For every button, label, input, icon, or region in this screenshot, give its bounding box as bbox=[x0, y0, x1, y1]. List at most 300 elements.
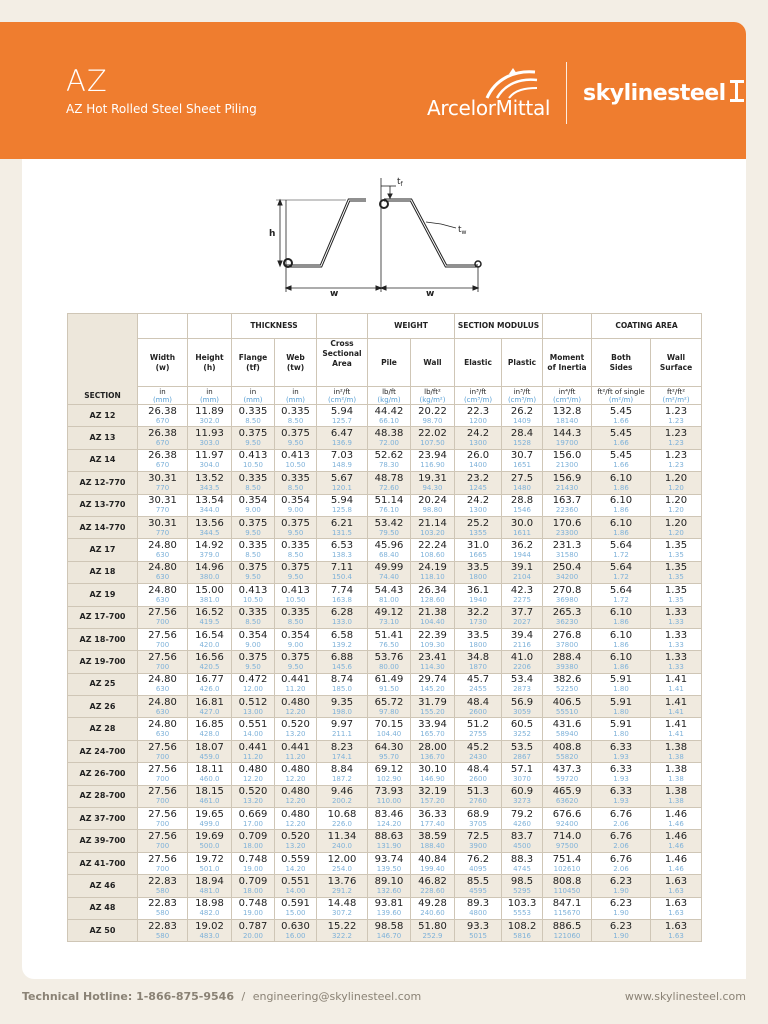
unit-cell bbox=[651, 387, 702, 405]
value-imperial: 12.00 bbox=[327, 853, 357, 865]
table-row bbox=[68, 494, 702, 516]
value-metric: 145.20 bbox=[420, 685, 445, 694]
value-metric: 1.23 bbox=[668, 461, 684, 470]
value-imperial: 18.94 bbox=[195, 875, 224, 887]
value-metric: 2873 bbox=[513, 685, 531, 694]
value-cell bbox=[502, 516, 543, 538]
unit-metric: (cm²/m) bbox=[327, 395, 357, 404]
value-cell bbox=[651, 785, 702, 807]
value-metric: 55510 bbox=[555, 707, 579, 716]
unit-metric: (cm³/m) bbox=[463, 395, 493, 404]
value-metric: 1800 bbox=[469, 640, 487, 649]
value-metric: 1.33 bbox=[668, 662, 684, 671]
value-metric: 1.46 bbox=[668, 819, 684, 828]
value-imperial: 26.38 bbox=[148, 405, 177, 417]
value-metric: 303.0 bbox=[199, 439, 220, 448]
value-imperial: 24.2 bbox=[466, 428, 490, 440]
header-wall-surface: Wall Surface bbox=[651, 339, 702, 387]
value-imperial: 6.10 bbox=[609, 629, 633, 641]
value-metric: 2206 bbox=[513, 662, 531, 671]
value-metric: 74.40 bbox=[378, 573, 400, 582]
value-metric: 108.60 bbox=[420, 551, 445, 560]
value-cell bbox=[232, 673, 275, 695]
value-cell bbox=[651, 449, 702, 471]
value-metric: 1.90 bbox=[613, 931, 629, 940]
value-imperial: 24.80 bbox=[148, 540, 177, 552]
value-imperial: 1.33 bbox=[664, 651, 688, 663]
value-metric: 344.5 bbox=[199, 528, 220, 537]
value-cell bbox=[455, 696, 502, 718]
diagram-label-w2: w bbox=[426, 289, 435, 299]
value-imperial: 52.62 bbox=[374, 450, 404, 462]
value-imperial: 89.10 bbox=[374, 875, 404, 887]
value-cell bbox=[455, 427, 502, 449]
value-imperial: 0.335 bbox=[281, 540, 310, 552]
value-cell bbox=[543, 539, 592, 561]
value-imperial: 6.10 bbox=[609, 472, 633, 484]
value-cell bbox=[592, 673, 651, 695]
value-metric: 2027 bbox=[513, 618, 531, 627]
value-imperial: 11.89 bbox=[195, 405, 224, 417]
value-cell bbox=[411, 651, 455, 673]
value-cell bbox=[232, 785, 275, 807]
value-cell bbox=[275, 718, 317, 740]
value-metric: 95.70 bbox=[378, 752, 400, 761]
logo-divider bbox=[566, 62, 567, 124]
diagram-label-tf: $t_f$ bbox=[397, 177, 403, 188]
value-imperial: 24.80 bbox=[148, 584, 177, 596]
value-imperial: 51.14 bbox=[374, 495, 404, 507]
value-metric: 428.0 bbox=[199, 730, 220, 739]
value-imperial: 93.81 bbox=[374, 898, 404, 910]
value-imperial: 30.7 bbox=[510, 450, 534, 462]
value-cell bbox=[455, 673, 502, 695]
table-body bbox=[68, 405, 702, 942]
value-imperial: 16.81 bbox=[195, 696, 224, 708]
value-imperial: 18.15 bbox=[195, 786, 224, 798]
value-cell bbox=[317, 852, 368, 874]
value-metric: 1944 bbox=[513, 551, 531, 560]
value-cell bbox=[275, 516, 317, 538]
value-cell bbox=[275, 919, 317, 941]
value-metric: 1.93 bbox=[613, 797, 629, 806]
value-imperial: 53.5 bbox=[510, 741, 534, 753]
value-metric: 10.50 bbox=[285, 461, 306, 470]
value-cell bbox=[138, 808, 188, 830]
value-cell bbox=[317, 830, 368, 852]
table-row bbox=[68, 718, 702, 740]
section-name: AZ 13 bbox=[68, 427, 138, 449]
value-imperial: 27.56 bbox=[148, 629, 177, 641]
value-metric: 14.00 bbox=[242, 730, 264, 739]
value-metric: 92400 bbox=[555, 819, 579, 828]
value-imperial: 20.22 bbox=[418, 405, 447, 417]
value-metric: 1.33 bbox=[668, 618, 684, 627]
value-metric: 343.5 bbox=[199, 483, 220, 492]
value-imperial: 30.31 bbox=[148, 517, 177, 529]
value-metric: 670 bbox=[155, 439, 170, 448]
value-cell bbox=[368, 606, 411, 628]
value-cell bbox=[502, 494, 543, 516]
value-imperial: 70.15 bbox=[374, 719, 404, 731]
value-cell bbox=[455, 561, 502, 583]
value-imperial: 5.64 bbox=[609, 584, 633, 596]
value-imperial: 83.46 bbox=[374, 808, 404, 820]
value-imperial: 13.56 bbox=[195, 517, 224, 529]
value-imperial: 13.52 bbox=[195, 472, 224, 484]
value-imperial: 38.59 bbox=[418, 831, 447, 843]
value-cell bbox=[275, 584, 317, 606]
value-imperial: 36.2 bbox=[510, 540, 534, 552]
value-imperial: 27.56 bbox=[148, 651, 177, 663]
table-row bbox=[68, 561, 702, 583]
value-imperial: 1.46 bbox=[664, 808, 688, 820]
value-imperial: 5.94 bbox=[330, 495, 354, 507]
value-cell bbox=[275, 561, 317, 583]
value-metric: 19.00 bbox=[242, 864, 264, 873]
value-cell bbox=[317, 516, 368, 538]
table-row bbox=[68, 897, 702, 919]
value-metric: 4595 bbox=[469, 886, 487, 895]
value-metric: 1651 bbox=[513, 461, 531, 470]
value-cell bbox=[188, 763, 232, 785]
value-cell bbox=[188, 561, 232, 583]
value-metric: 700 bbox=[155, 819, 170, 828]
value-metric: 240.60 bbox=[420, 909, 445, 918]
value-imperial: 886.5 bbox=[552, 920, 582, 932]
value-metric: 36230 bbox=[555, 618, 579, 627]
value-metric: 670 bbox=[155, 416, 170, 425]
value-imperial: 0.709 bbox=[238, 831, 268, 843]
value-metric: 19700 bbox=[555, 439, 579, 448]
unit-imperial: in bbox=[292, 387, 299, 396]
value-metric: 1.63 bbox=[668, 886, 684, 895]
value-cell bbox=[592, 696, 651, 718]
value-imperial: 32.19 bbox=[418, 786, 447, 798]
unit-cell bbox=[502, 387, 543, 405]
value-metric: 1.63 bbox=[668, 909, 684, 918]
value-metric: 10.50 bbox=[242, 461, 264, 470]
value-metric: 79.50 bbox=[378, 528, 400, 537]
value-imperial: 0.520 bbox=[238, 786, 268, 798]
value-imperial: 22.83 bbox=[148, 875, 177, 887]
value-imperial: 103.3 bbox=[507, 898, 537, 910]
value-cell bbox=[368, 628, 411, 650]
value-imperial: 19.69 bbox=[195, 831, 224, 843]
value-cell bbox=[592, 584, 651, 606]
value-cell bbox=[188, 427, 232, 449]
value-metric: 1.90 bbox=[613, 886, 629, 895]
az-section-diagram bbox=[266, 170, 506, 300]
value-cell bbox=[651, 718, 702, 740]
value-metric: 1.33 bbox=[668, 640, 684, 649]
value-cell bbox=[543, 673, 592, 695]
value-cell bbox=[543, 875, 592, 897]
unit-metric: (cm³/m) bbox=[507, 395, 537, 404]
value-cell bbox=[411, 427, 455, 449]
value-metric: 165.70 bbox=[420, 730, 445, 739]
value-imperial: 22.24 bbox=[418, 540, 447, 552]
value-metric: 14.20 bbox=[285, 864, 306, 873]
unit-imperial: in bbox=[206, 387, 213, 396]
value-cell bbox=[275, 673, 317, 695]
value-metric: 2600 bbox=[469, 774, 487, 783]
value-cell bbox=[592, 718, 651, 740]
value-imperial: 28.8 bbox=[510, 495, 534, 507]
value-imperial: 1.33 bbox=[664, 607, 688, 619]
units-row bbox=[68, 387, 702, 405]
value-metric: 1300 bbox=[469, 439, 487, 448]
value-imperial: 5.67 bbox=[330, 472, 354, 484]
value-metric: 63620 bbox=[555, 797, 579, 806]
value-imperial: 24.80 bbox=[148, 562, 177, 574]
value-metric: 379.0 bbox=[199, 551, 220, 560]
value-metric: 5553 bbox=[513, 909, 531, 918]
value-metric: 121060 bbox=[553, 931, 581, 940]
value-cell bbox=[317, 539, 368, 561]
value-imperial: 85.5 bbox=[466, 875, 490, 887]
value-cell bbox=[502, 919, 543, 941]
value-cell bbox=[455, 763, 502, 785]
section-name: AZ 39-700 bbox=[68, 830, 138, 852]
value-metric: 483.0 bbox=[199, 931, 220, 940]
value-cell bbox=[188, 897, 232, 919]
value-cell bbox=[317, 494, 368, 516]
value-cell bbox=[651, 472, 702, 494]
header-cross-sectional-area: Cross Sectional Area bbox=[317, 339, 368, 387]
value-imperial: 0.441 bbox=[281, 674, 310, 686]
value-imperial: 27.56 bbox=[148, 853, 177, 865]
value-metric: 8.50 bbox=[287, 483, 304, 492]
value-metric: 102.90 bbox=[376, 774, 402, 783]
value-imperial: 88.63 bbox=[374, 831, 404, 843]
value-cell bbox=[543, 405, 592, 427]
value-cell bbox=[543, 785, 592, 807]
value-imperial: 51.2 bbox=[466, 719, 490, 731]
value-imperial: 29.74 bbox=[418, 674, 447, 686]
value-metric: 1.80 bbox=[613, 730, 629, 739]
value-metric: 31580 bbox=[555, 551, 579, 560]
value-metric: 3252 bbox=[513, 730, 531, 739]
value-imperial: 0.480 bbox=[281, 786, 310, 798]
value-cell bbox=[138, 472, 188, 494]
value-cell bbox=[317, 561, 368, 583]
value-imperial: 0.480 bbox=[281, 808, 310, 820]
value-cell bbox=[543, 897, 592, 919]
value-imperial: 49.12 bbox=[374, 607, 404, 619]
value-metric: 52250 bbox=[555, 685, 579, 694]
value-imperial: 465.9 bbox=[552, 786, 582, 798]
value-imperial: 76.2 bbox=[466, 853, 490, 865]
header-height: Height (h) bbox=[188, 339, 232, 387]
value-cell bbox=[368, 740, 411, 762]
value-cell bbox=[317, 651, 368, 673]
value-metric: 163.8 bbox=[331, 595, 353, 604]
value-metric: 10.50 bbox=[242, 595, 264, 604]
value-imperial: 8.23 bbox=[330, 741, 354, 753]
unit-metric: (mm) bbox=[243, 395, 263, 404]
value-metric: 630 bbox=[155, 685, 170, 694]
value-imperial: 0.335 bbox=[238, 472, 268, 484]
value-cell bbox=[138, 785, 188, 807]
value-imperial: 1.35 bbox=[664, 540, 688, 552]
value-cell bbox=[502, 763, 543, 785]
value-imperial: 6.76 bbox=[609, 853, 633, 865]
value-metric: 148.9 bbox=[331, 461, 353, 470]
value-imperial: 24.80 bbox=[148, 696, 177, 708]
unit-cell bbox=[138, 387, 188, 405]
value-cell bbox=[188, 852, 232, 874]
value-metric: 12.20 bbox=[285, 819, 306, 828]
value-cell bbox=[411, 628, 455, 650]
value-imperial: 0.335 bbox=[281, 607, 310, 619]
unit-imperial: ft²/ft of single bbox=[597, 387, 645, 396]
value-imperial: 1.23 bbox=[664, 405, 688, 417]
value-metric: 291.2 bbox=[331, 886, 353, 895]
table-row bbox=[68, 696, 702, 718]
value-imperial: 1.33 bbox=[664, 629, 688, 641]
group-weight: WEIGHT bbox=[368, 314, 455, 339]
value-metric: 120.1 bbox=[331, 483, 353, 492]
value-cell bbox=[651, 405, 702, 427]
value-metric: 322.2 bbox=[331, 931, 353, 940]
value-metric: 1480 bbox=[513, 483, 531, 492]
value-metric: 2755 bbox=[469, 730, 487, 739]
value-imperial: 0.472 bbox=[238, 674, 268, 686]
value-imperial: 0.551 bbox=[281, 875, 310, 887]
value-imperial: 18.07 bbox=[195, 741, 224, 753]
value-cell bbox=[411, 472, 455, 494]
value-metric: 1.86 bbox=[613, 618, 629, 627]
value-cell bbox=[232, 584, 275, 606]
value-cell bbox=[275, 449, 317, 471]
value-imperial: 24.2 bbox=[466, 495, 490, 507]
value-imperial: 0.354 bbox=[238, 495, 268, 507]
value-cell bbox=[232, 606, 275, 628]
value-metric: 5295 bbox=[513, 886, 531, 895]
value-imperial: 30.31 bbox=[148, 472, 177, 484]
value-metric: 139.60 bbox=[376, 909, 402, 918]
value-metric: 136.70 bbox=[420, 752, 445, 761]
value-cell bbox=[188, 808, 232, 830]
value-metric: 8.50 bbox=[287, 618, 304, 627]
value-metric: 177.40 bbox=[420, 819, 445, 828]
value-imperial: 437.3 bbox=[552, 763, 582, 775]
value-metric: 770 bbox=[155, 506, 170, 515]
value-imperial: 5.64 bbox=[609, 540, 633, 552]
value-cell bbox=[232, 919, 275, 941]
value-metric: 104.40 bbox=[376, 730, 402, 739]
value-metric: 700 bbox=[155, 864, 170, 873]
value-cell bbox=[455, 718, 502, 740]
value-imperial: 0.709 bbox=[238, 875, 268, 887]
value-imperial: 1.38 bbox=[664, 763, 688, 775]
value-metric: 114.30 bbox=[420, 662, 445, 671]
table-row bbox=[68, 673, 702, 695]
value-imperial: 5.64 bbox=[609, 562, 633, 574]
value-metric: 419.5 bbox=[199, 618, 220, 627]
skylinesteel-logo-icon bbox=[730, 80, 744, 102]
value-imperial: 847.1 bbox=[552, 898, 582, 910]
value-cell bbox=[543, 718, 592, 740]
value-metric: 427.0 bbox=[199, 707, 220, 716]
value-cell bbox=[317, 785, 368, 807]
value-metric: 103.20 bbox=[420, 528, 445, 537]
value-cell bbox=[188, 628, 232, 650]
value-imperial: 37.7 bbox=[510, 607, 534, 619]
value-cell bbox=[275, 875, 317, 897]
value-cell bbox=[411, 785, 455, 807]
value-metric: 4260 bbox=[513, 819, 531, 828]
table-row bbox=[68, 427, 702, 449]
technical-hotline[interactable]: Technical Hotline: 1-866-875-9546 bbox=[22, 990, 234, 1003]
value-cell bbox=[502, 785, 543, 807]
value-cell bbox=[138, 606, 188, 628]
unit-cell bbox=[368, 387, 411, 405]
value-metric: 228.60 bbox=[420, 886, 445, 895]
value-cell bbox=[592, 561, 651, 583]
value-imperial: 0.591 bbox=[281, 898, 310, 910]
table-row bbox=[68, 472, 702, 494]
value-cell bbox=[275, 539, 317, 561]
value-cell bbox=[411, 405, 455, 427]
value-cell bbox=[411, 897, 455, 919]
footer-email-link[interactable]: engineering@skylinesteel.com bbox=[252, 990, 422, 1003]
section-name: AZ 50 bbox=[68, 919, 138, 941]
header-wall: Wall bbox=[411, 339, 455, 387]
value-metric: 16.00 bbox=[285, 931, 306, 940]
value-imperial: 0.335 bbox=[238, 540, 268, 552]
value-cell bbox=[317, 718, 368, 740]
value-metric: 1940 bbox=[469, 595, 487, 604]
value-imperial: 5.91 bbox=[609, 696, 633, 708]
value-imperial: 8.84 bbox=[330, 763, 354, 775]
value-metric: 1.86 bbox=[613, 640, 629, 649]
value-imperial: 1.20 bbox=[664, 495, 688, 507]
value-metric: 3059 bbox=[513, 707, 531, 716]
value-imperial: 9.46 bbox=[330, 786, 354, 798]
unit-imperial: in⁴/ft bbox=[558, 387, 576, 396]
value-imperial: 88.3 bbox=[510, 853, 534, 865]
value-metric: 37800 bbox=[555, 640, 579, 649]
value-imperial: 1.63 bbox=[664, 875, 688, 887]
value-imperial: 72.5 bbox=[466, 831, 490, 843]
value-cell bbox=[592, 606, 651, 628]
value-metric: 132.60 bbox=[376, 886, 402, 895]
value-cell bbox=[275, 472, 317, 494]
value-metric: 136.9 bbox=[331, 439, 353, 448]
value-imperial: 6.47 bbox=[330, 428, 354, 440]
value-metric: 482.0 bbox=[199, 909, 220, 918]
value-cell bbox=[651, 606, 702, 628]
value-metric: 1.23 bbox=[668, 416, 684, 425]
value-cell bbox=[232, 875, 275, 897]
value-imperial: 15.22 bbox=[327, 920, 357, 932]
value-imperial: 6.10 bbox=[609, 607, 633, 619]
value-cell bbox=[275, 696, 317, 718]
value-metric: 13.00 bbox=[242, 707, 264, 716]
value-metric: 630 bbox=[155, 730, 170, 739]
value-metric: 14.00 bbox=[285, 886, 306, 895]
value-imperial: 49.28 bbox=[418, 898, 447, 910]
value-metric: 15.00 bbox=[285, 909, 306, 918]
value-cell bbox=[138, 561, 188, 583]
value-imperial: 64.30 bbox=[374, 741, 404, 753]
value-imperial: 170.6 bbox=[552, 517, 582, 529]
value-cell bbox=[592, 808, 651, 830]
value-metric: 68.40 bbox=[378, 551, 400, 560]
footer-website-link[interactable]: www.skylinesteel.com bbox=[624, 990, 746, 1003]
